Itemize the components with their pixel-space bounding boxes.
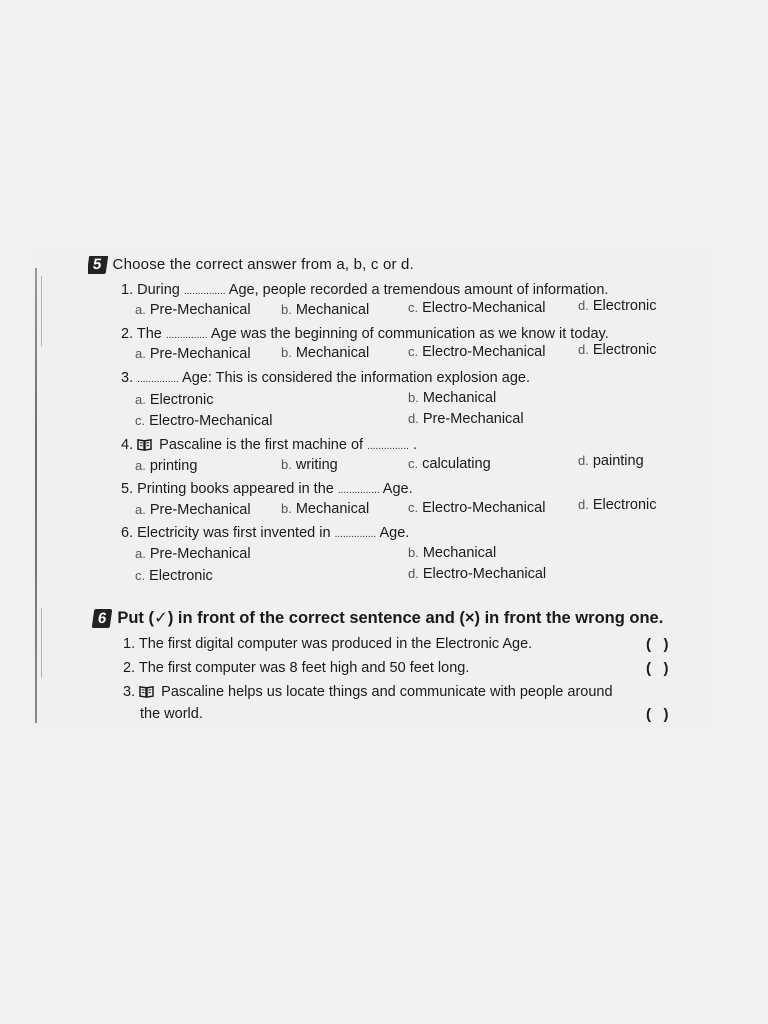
question-blank: ............... [165,330,208,341]
question-text-after: Age: This is considered the information explosion age. [182,370,530,386]
question-text-after: Age. [382,481,413,497]
question-text-before: The [136,326,162,342]
option-text: Pre-Mechanical [422,411,524,427]
option-a[interactable] [135,392,214,408]
option-text: Mechanical [295,302,370,318]
statement-1 [123,636,532,652]
option-b[interactable] [408,545,496,561]
option-b[interactable] [281,501,369,517]
option-a[interactable] [135,302,251,318]
section-5-number: 5 [88,256,108,274]
option-letter: c. [408,500,419,515]
option-letter: a. [135,458,146,473]
question-blank: ............... [334,529,377,540]
option-letter: a. [135,302,146,317]
option-letter: b. [408,545,419,560]
option-text: Pre-Mechanical [149,502,251,518]
option-text: painting [592,453,644,469]
question-blank: ............... [367,441,409,452]
question-blank: ............... [183,286,226,297]
question-number: 4. [121,437,134,453]
section-6-title: Put (✓) in front of the correct sentence and (×) in front the wrong one. [117,609,664,627]
question-number: 5. [121,481,134,497]
option-letter: d. [578,298,589,313]
option-letter: d. [408,411,419,426]
option-text: Pre-Mechanical [149,546,251,562]
question-text-before: Electricity was first invented in [137,525,331,541]
statement-text: Pascaline helps us locate things and communicate with people around [161,684,613,700]
option-text: Electronic [149,568,213,584]
section-5-heading [88,256,414,274]
section-6-number: 6 [92,609,113,628]
statement-text: The first computer was 8 feet high and 50 feet long. [138,660,470,676]
option-b[interactable] [408,390,496,406]
option-letter: d. [408,566,419,581]
question-text-before: During [137,282,180,298]
question-6 [121,525,409,541]
option-text: Electronic [592,342,657,358]
option-letter: d. [578,497,589,512]
option-b[interactable] [281,302,369,318]
answer-bracket[interactable]: ( ) [646,660,669,677]
option-text: Electro-Mechanical [422,300,546,316]
option-letter: b. [281,501,292,516]
option-text: Electronic [592,298,657,314]
question-number: 2. [121,326,134,342]
option-d[interactable] [578,298,657,314]
option-letter: c. [408,300,419,315]
question-1 [121,282,608,298]
option-text: Electro-Mechanical [422,344,546,360]
book-icon [137,438,152,451]
option-c[interactable] [408,300,545,316]
option-letter: a. [135,392,146,407]
question-text-before: Pascaline is the first machine of [159,437,364,453]
option-letter: b. [281,302,292,317]
statement-3 [123,684,613,700]
statement-2 [123,660,469,676]
option-letter: c. [135,413,146,428]
option-letter: b. [281,345,292,360]
margin-mark [41,608,42,678]
option-a[interactable] [135,546,251,562]
page-margin-line [35,268,37,723]
option-text: calculating [422,456,491,472]
option-text: Mechanical [422,545,497,561]
question-blank: ............... [137,374,179,385]
answer-bracket[interactable]: ( ) [646,636,669,653]
option-a[interactable] [135,458,197,474]
question-2 [121,326,609,342]
statement-number: 3. [123,684,136,700]
question-text-after: Age. [379,525,410,541]
section-6-heading [93,608,663,628]
option-c[interactable] [408,456,491,472]
option-c[interactable] [408,500,545,516]
option-d[interactable] [578,453,644,469]
option-b[interactable] [281,345,369,361]
option-d[interactable] [408,411,524,427]
option-d[interactable] [578,497,657,513]
option-text: printing [149,458,198,474]
statement-text: The first digital computer was produced in the Electronic Age. [138,636,533,652]
option-letter: b. [281,457,292,472]
option-a[interactable] [135,346,251,362]
option-letter: a. [135,346,146,361]
option-letter: b. [408,390,419,405]
margin-mark [41,276,42,346]
option-letter: a. [135,546,146,561]
option-c[interactable] [135,413,272,429]
statement-number: 2. [123,660,136,676]
option-text: Mechanical [422,390,497,406]
answer-bracket[interactable]: ( ) [646,706,669,723]
option-text: Electro-Mechanical [422,500,546,516]
statement-3-continuation [140,706,203,722]
option-b[interactable] [281,457,338,473]
question-5 [121,481,413,497]
option-letter: c. [408,344,419,359]
option-letter: a. [135,502,146,517]
option-d[interactable] [578,342,657,358]
option-text: Electronic [592,497,657,513]
option-text: writing [295,457,338,473]
question-text-before: Printing books appeared in the [137,481,334,497]
option-a[interactable] [135,502,251,518]
question-blank: ............... [337,485,380,496]
statement-text-line-2: the world. [140,706,203,722]
option-text: Mechanical [295,501,370,517]
question-number: 3. [121,370,134,386]
option-letter: c. [408,456,419,471]
option-c[interactable] [408,344,545,360]
option-text: Electro-Mechanical [149,413,273,429]
option-d[interactable] [408,566,546,582]
option-letter: d. [578,342,589,357]
option-letter: c. [135,568,146,583]
option-text: Pre-Mechanical [149,346,251,362]
option-text: Electronic [149,392,214,408]
question-4 [121,437,417,453]
question-3 [121,370,530,386]
question-text-after: . [412,437,417,453]
statement-number: 1. [123,636,136,652]
question-text-after: Age was the beginning of communication as we know it today. [210,326,609,342]
book-icon [139,685,154,698]
question-text-after: Age, people recorded a tremendous amount of information. [228,282,609,298]
section-5-title: Choose the correct answer from a, b, c or d. [112,256,414,273]
question-number: 6. [121,525,134,541]
option-text: Mechanical [295,345,370,361]
option-text: Pre-Mechanical [149,302,251,318]
question-number: 1. [121,282,134,298]
option-letter: d. [578,453,589,468]
option-text: Electro-Mechanical [422,566,547,582]
option-c[interactable] [135,568,213,584]
